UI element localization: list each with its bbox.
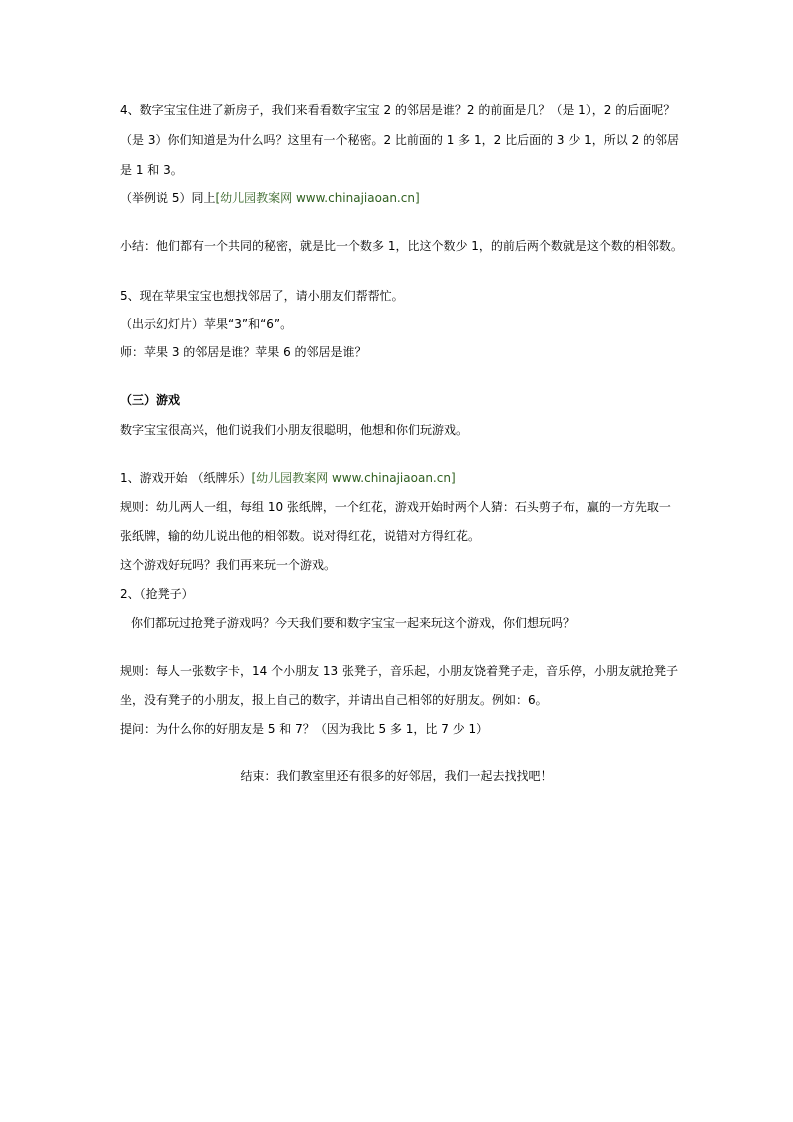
paragraph-5-line-1: 5、现在苹果宝宝也想找邻居了，请小朋友们帮帮忙。 xyxy=(120,289,404,303)
paragraph-4-line-1: 4、数字宝宝住进了新房子，我们来看看数字宝宝 2 的邻居是谁？2 的前面是几？（是 1），2 的后面呢？ xyxy=(120,103,676,117)
game-intro: 数字宝宝很高兴，他们说我们小朋友很聪明，他想和你们玩游戏。 xyxy=(120,423,469,437)
website-link-2[interactable]: [幼儿园教案网 www.chinajiaoan.cn] xyxy=(251,471,456,485)
paragraph-5-line-2: （出示幻灯片）苹果“3”和“6”。 xyxy=(120,317,293,331)
rule-2-line-1: 规则：每人一张数字卡，14 个小朋友 13 张凳子，音乐起，小朋友饶着凳子走，音乐停，小朋友就抢凳子 xyxy=(120,664,678,678)
rule-2-line-2: 坐，没有凳子的小朋友，报上自己的数字，并请出自己相邻的好朋友。例如：6。 xyxy=(120,693,548,707)
paragraph-4-line-2: （是 3）你们知道是为什么吗？这里有一个秘密。2 比前面的 1 多 1，2 比后面的 3 少 1，所以 2 的邻居 xyxy=(120,133,680,147)
ending-text: 结束：我们教室里还有很多的好邻居，我们一起去找找吧！ xyxy=(240,769,553,783)
rule-1-line-2: 张纸牌，输的幼儿说出他的相邻数。说对得红花，说错对方得红花。 xyxy=(120,529,481,543)
summary-text: 小结：他们都有一个共同的秘密，就是比一个数多 1，比这个数少 1，的前后两个数就是这个数的相邻数。 xyxy=(120,239,683,253)
game-1-prefix: 1、游戏开始 （纸牌乐） xyxy=(120,471,252,485)
website-link[interactable]: [幼儿园教案网 www.chinajiaoan.cn] xyxy=(215,191,420,205)
game-1-title xyxy=(120,470,456,486)
game-1-end: 这个游戏好玩吗？我们再来玩一个游戏。 xyxy=(120,558,337,572)
paragraph-4-line-3: 是 1 和 3。 xyxy=(120,163,183,177)
rule-1-line-1: 规则：幼儿两人一组，每组 10 张纸牌，一个红花，游戏开始时两个人猜：石头剪子布，赢的一方先取一 xyxy=(120,500,671,514)
question-text: 提问：为什么你的好朋友是 5 和 7？（因为我比 5 多 1，比 7 少 1） xyxy=(120,722,489,736)
example-line xyxy=(120,190,420,206)
paragraph-5-line-3: 师：苹果 3 的邻居是谁？苹果 6 的邻居是谁？ xyxy=(120,345,367,359)
example-prefix: （举例说 5）同上 xyxy=(120,191,216,205)
section-title: （三）游戏 xyxy=(120,393,181,407)
game-2-title: 2、（抢凳子） xyxy=(120,587,194,601)
game-2-intro: 你们都玩过抢凳子游戏吗？今天我们要和数字宝宝一起来玩这个游戏，你们想玩吗？ xyxy=(131,616,576,630)
